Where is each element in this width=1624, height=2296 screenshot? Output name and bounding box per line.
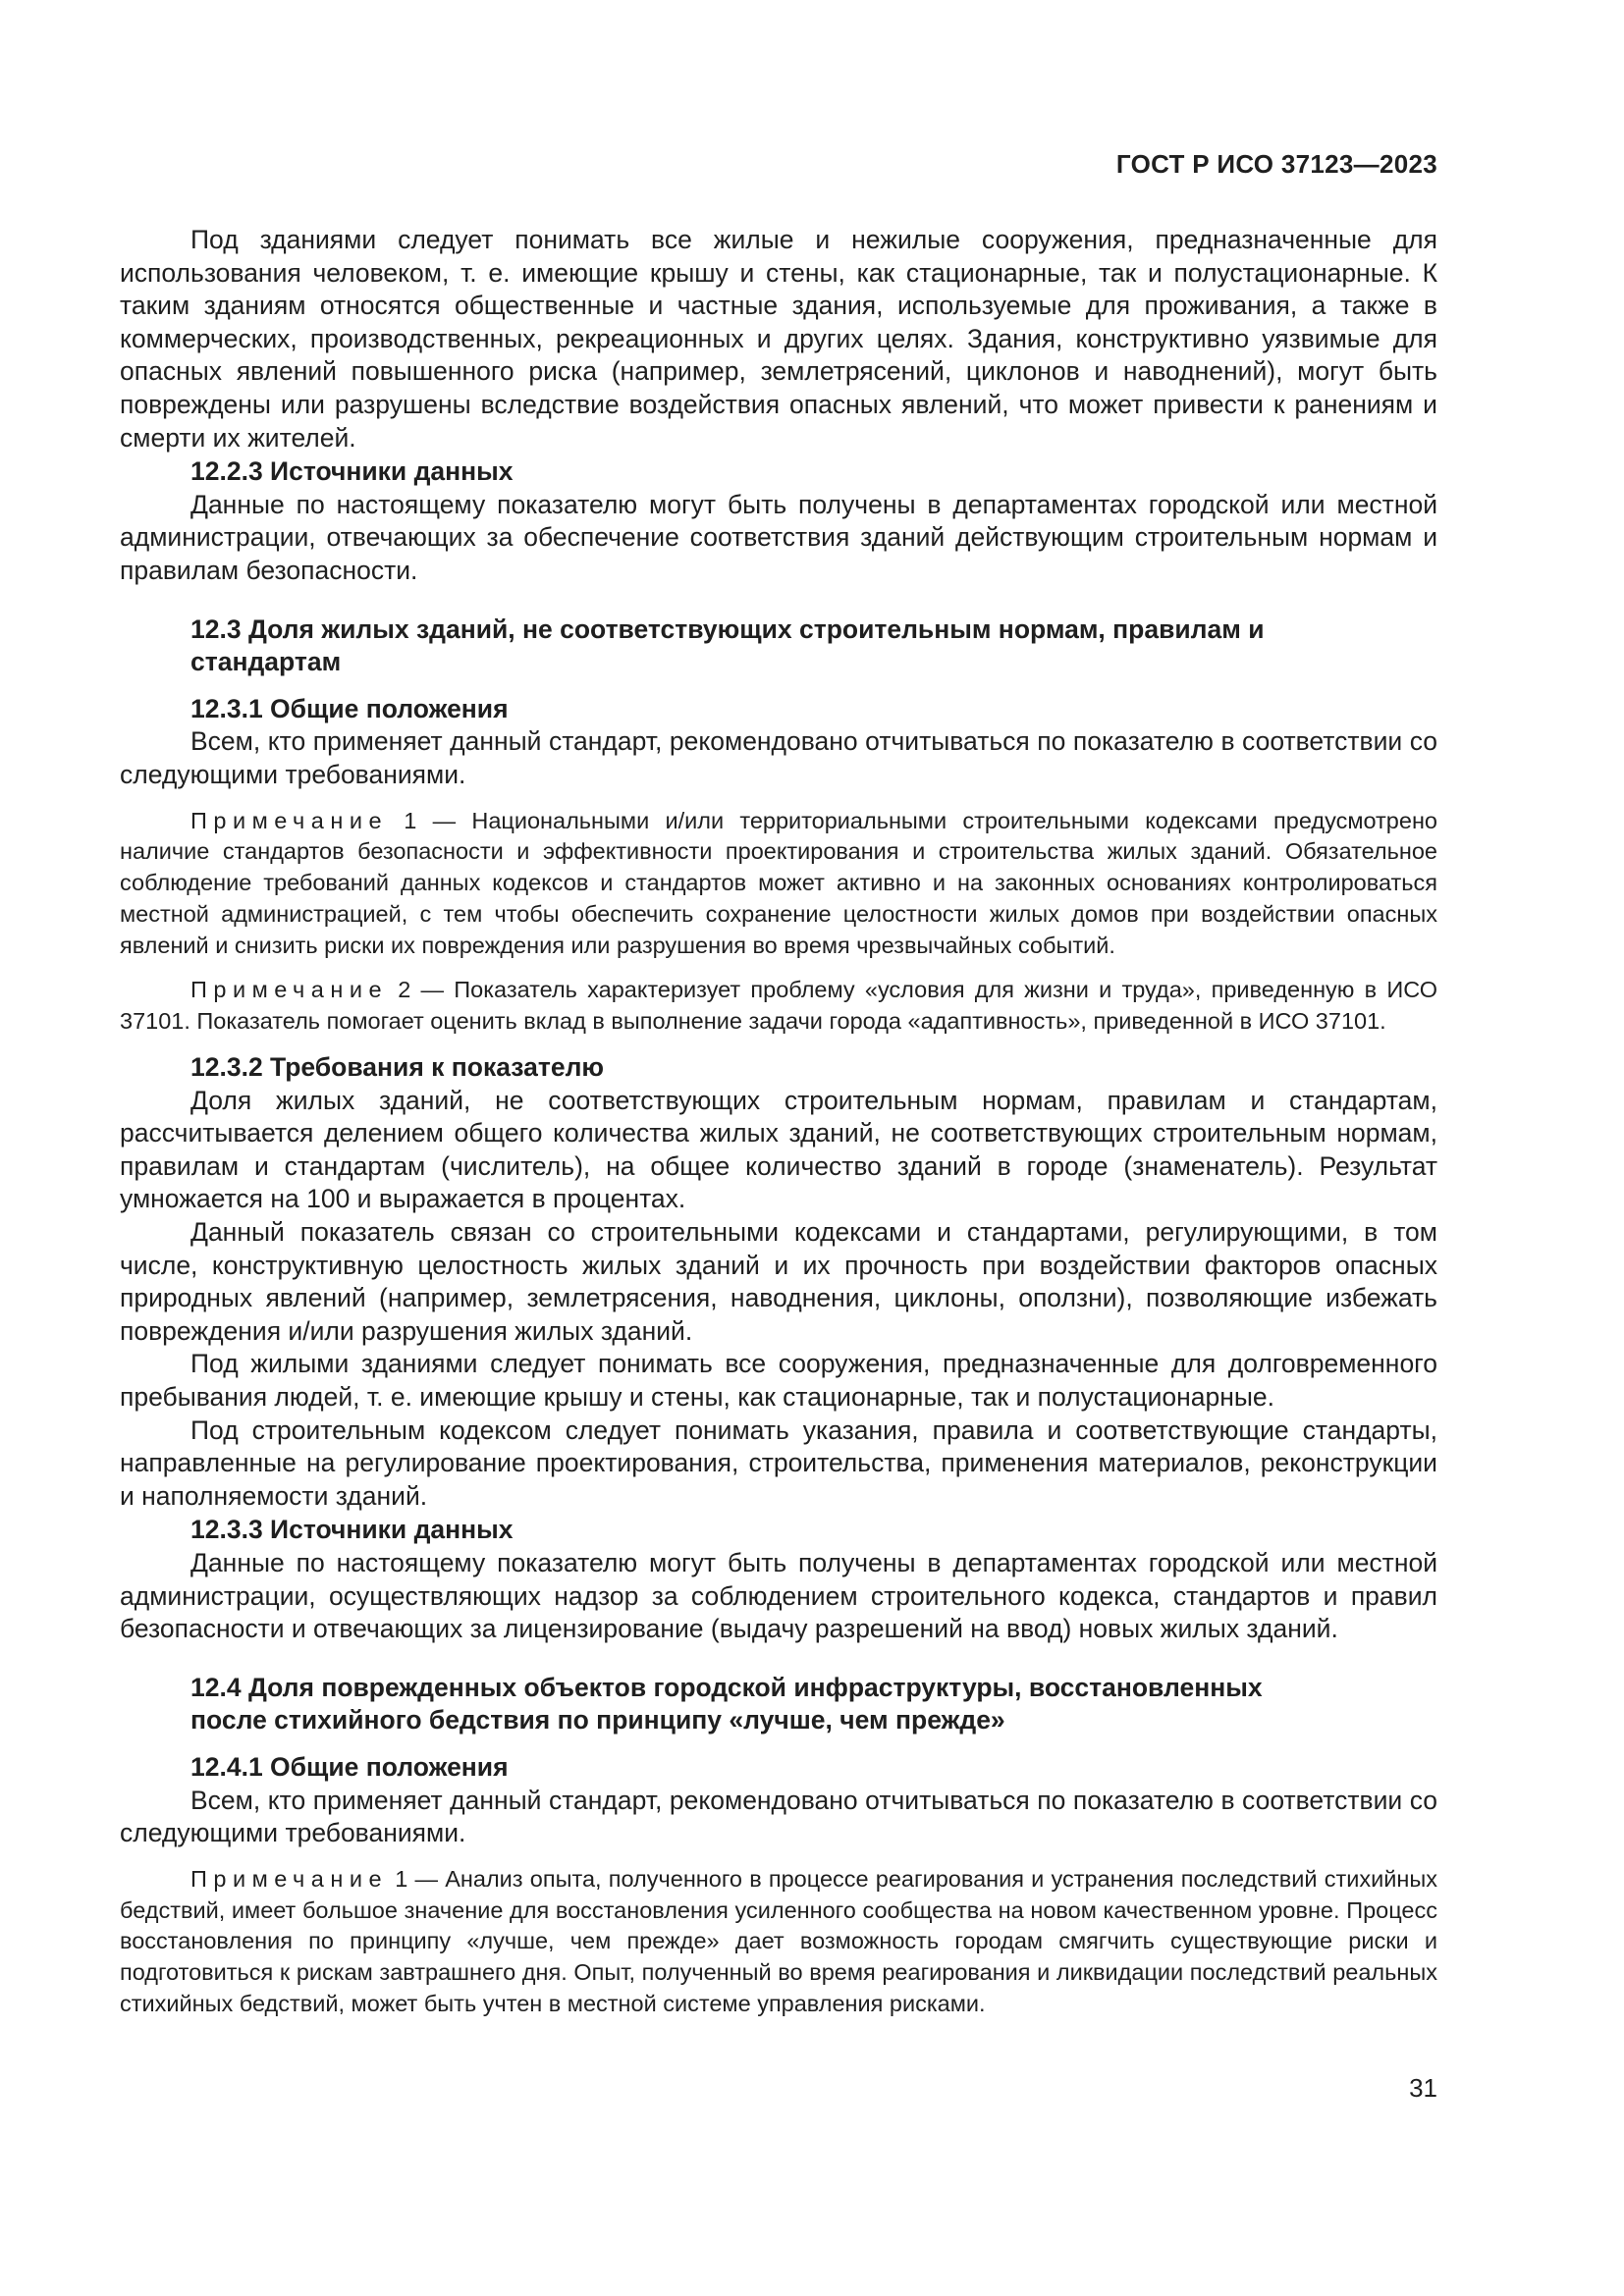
note-12-4-1 — [120, 1864, 1437, 2020]
paragraph-12-4-1: Всем, кто применяет данный стандарт, рекомендовано отчитываться по показателю в соответствии со следующими требованиями. — [120, 1785, 1437, 1848]
document-header-id: ГОСТ Р ИСО 37123—2023 — [1115, 149, 1437, 179]
section-heading-12-4: 12.4 Доля поврежденных объектов городской инфраструктуры, восстановленных после стихийного бедствия по принципу «лучше, чем прежде» — [190, 1672, 1263, 1735]
paragraph-12-3-2-residential: Под жилыми зданиями следует понимать все сооружения, предназначенные для долговременного пребывания людей, т. е. имеющие крышу и стены, как стационарные, так и полустационарные. — [120, 1349, 1437, 1413]
subheading-12-2-3: 12.2.3 Источники данных — [190, 456, 514, 487]
paragraph-12-3-2-formula: Доля жилых зданий, не соответствующих строительным нормам, правилам и стандартам, рассчитывается делением общего количества жилых зданий, не соответствующих строительным нормам, правилам и стандартам (числитель), на общее количество зданий в городе (знаменатель). Результат умножается на 100 и выражается в процентах. — [120, 1085, 1437, 1214]
page-number: 31 — [1409, 2073, 1437, 2103]
note-label: Примечание — [190, 1865, 389, 1892]
paragraph-12-3-2-building-code: Под строительным кодексом следует понимать указания, правила и соответствующие стандарты, направленные на регулирование проектирования, строительства, применения материалов, реконструкции и наполняемости зданий. — [120, 1415, 1437, 1511]
section-heading-12-3: 12.3 Доля жилых зданий, не соответствующих строительным нормам, правилам и стандартам — [190, 614, 1265, 677]
subheading-12-3-2: 12.3.2 Требования к показателю — [190, 1052, 605, 1083]
subheading-12-3-3: 12.3.3 Источники данных — [190, 1515, 514, 1545]
note-text: 2 — Показатель характеризует проблему «условия для жизни и труда», приведенную в ИСО 37101. Показатель помогает оценить вклад в выполнение задачи города «адаптивность», приведенной в ИСО 37101. — [120, 977, 1437, 1035]
paragraph-12-2-3: Данные по настоящему показателю могут быть получены в департаментах городской или местной администрации, отвечающих за обеспечение соответствия зданий действующим строительным нормам и правилам безопасности. — [120, 489, 1437, 585]
note-12-3-1-second — [120, 975, 1437, 1038]
document-body — [120, 224, 1437, 2022]
subheading-12-4-1: 12.4.1 Общие положения — [190, 1751, 509, 1782]
note-text: 1 — Национальными и/или территориальными строительными кодексами предусмотрено наличие стандартов безопасности и эффективности проектирования и строительства жилых зданий. Обязательное соблюдение требований данных кодексов и стандартов может активно и на законных основаниях контролироваться местной администрацией, с тем чтобы обеспечить сохранение целостности жилых домов при воздействии опасных явлений и снизить риски их повреждения или разрушения во время чрезвычайных событий. — [120, 807, 1437, 958]
note-12-3-1-first — [120, 806, 1437, 962]
paragraph-buildings-definition: Под зданиями следует понимать все жилые и нежилые сооружения, предназначенные для использования человеком, т. е. имеющие крышу и стены, как стационарные, так и полустационарные. К таким зданиям относятся общественные и частные здания, используемые для проживания, а также в коммерческих, производственных, рекреационных и других целях. Здания, конструктивно уязвимые для опасных явлений повышенного риска (например, землетрясений, циклонов и наводнений), могут быть повреждены или разрушены вследствие воздействия опасных явлений, что может привести к ранениям и смерти их жителей. — [120, 225, 1437, 453]
paragraph-12-3-3: Данные по настоящему показателю могут быть получены в департаментах городской или местной администрации, осуществляющих надзор за соблюдением строительного кодекса, стандартов и правил безопасности и отвечающих за лицензирование (выдачу разрешений на ввод) новых жилых зданий. — [120, 1547, 1437, 1644]
paragraph-12-3-2-codes: Данный показатель связан со строительными кодексами и стандартами, регулирующими, в том числе, конструктивную целостность жилых зданий и их прочность при воздействии факторов опасных природных явлений (например, землетрясения, наводнения, циклоны, оползни), позволяющие избежать повреждения и/или разрушения жилых зданий. — [120, 1217, 1437, 1346]
document-page — [120, 0, 1437, 2296]
subheading-12-3-1: 12.3.1 Общие положения — [190, 693, 509, 723]
note-text: 1 — Анализ опыта, полученного в процессе реагирования и устранения последствий стихийных бедствий, имеет большое значение для восстановления усиленного сообщества на новом качественном уровне. Процесс восстановления по принципу «лучше, чем прежде» дает возможность городам смягчить существующие риски и подготовиться к рискам завтрашнего дня. Опыт, полученный во время реагирования и ликвидации последствий реальных стихийных бедствий, может быть учтен в местной системе управления рисками. — [120, 1865, 1437, 2016]
note-label: Примечание — [190, 977, 389, 1003]
note-label: Примечание — [190, 807, 389, 833]
paragraph-12-3-1: Всем, кто применяет данный стандарт, рекомендовано отчитываться по показателю в соответствии со следующими требованиями. — [120, 726, 1437, 789]
